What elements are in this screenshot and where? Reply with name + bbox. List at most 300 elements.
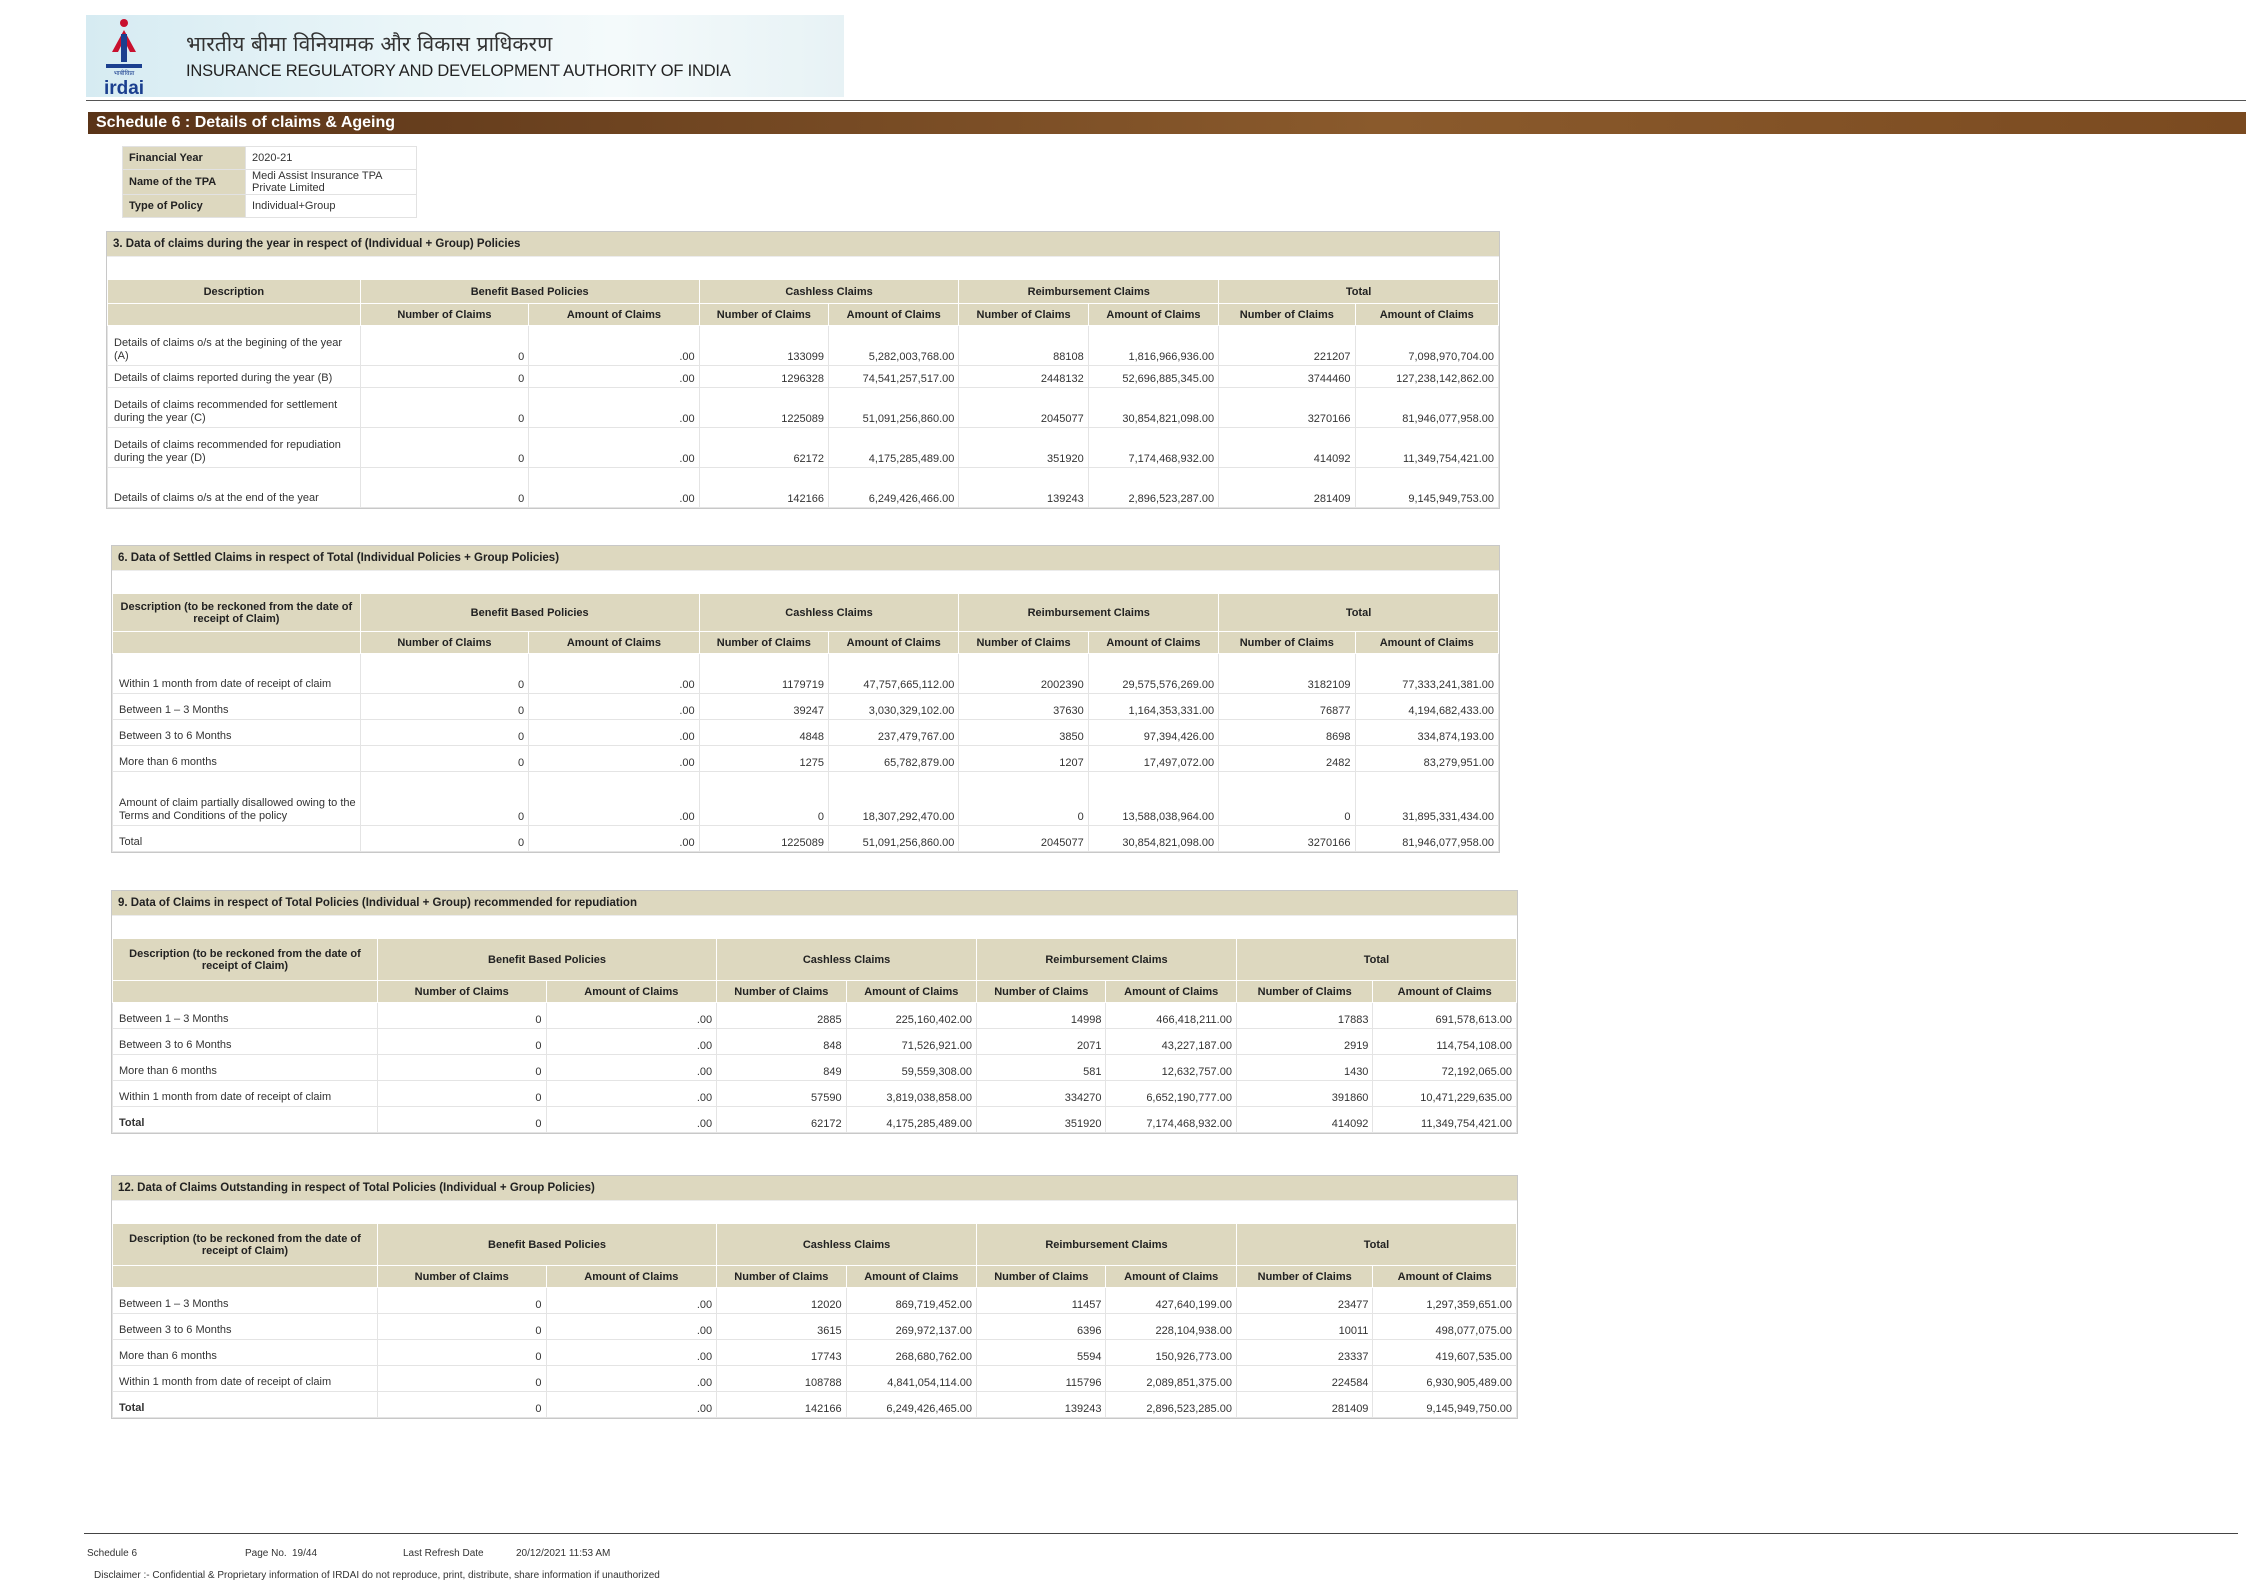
cell-value: 150,926,773.00 — [1106, 1340, 1236, 1366]
cell-value: 1,297,359,651.00 — [1373, 1288, 1517, 1314]
cell-value: 6,930,905,489.00 — [1373, 1366, 1517, 1392]
header-number-of-claims: Number of Claims — [1219, 304, 1355, 326]
cell-value: 1,164,353,331.00 — [1088, 694, 1218, 720]
table-row — [113, 1081, 1517, 1107]
cell-value: 52,696,885,345.00 — [1088, 366, 1218, 388]
header-amount-of-claims: Amount of Claims — [1106, 981, 1236, 1003]
cell-value: 29,575,576,269.00 — [1088, 654, 1218, 694]
table-row — [108, 326, 1499, 366]
cell-value: 6,652,190,777.00 — [1106, 1081, 1236, 1107]
footer-refresh-value: 20/12/2021 11:53 AM — [516, 1548, 611, 1559]
row-description: More than 6 months — [113, 1340, 378, 1366]
cell-value: 334270 — [977, 1081, 1106, 1107]
cell-value: .00 — [546, 1314, 717, 1340]
cell-value: 2,896,523,287.00 — [1088, 468, 1218, 508]
table-row — [113, 1314, 1517, 1340]
header-description: Description (to be reckoned from the date of receipt of Claim) — [113, 594, 361, 632]
table-row — [113, 1003, 1517, 1029]
cell-value: 351920 — [977, 1107, 1106, 1133]
cell-value: 59,559,308.00 — [846, 1055, 976, 1081]
cell-value: 466,418,211.00 — [1106, 1003, 1236, 1029]
header-reimbursement: Reimbursement Claims — [977, 939, 1237, 981]
cell-value: 1179719 — [699, 654, 828, 694]
cell-value: .00 — [546, 1055, 717, 1081]
cell-value: 224584 — [1236, 1366, 1372, 1392]
cell-value: .00 — [529, 772, 699, 826]
row-description: Details of claims reported during the year (B) — [108, 366, 361, 388]
cell-value: 3615 — [717, 1314, 846, 1340]
cell-value: 1430 — [1236, 1055, 1372, 1081]
header-amount-of-claims: Amount of Claims — [846, 981, 976, 1003]
table-body — [113, 654, 1499, 852]
cell-value: 9,145,949,753.00 — [1355, 468, 1498, 508]
header-amount-of-claims: Amount of Claims — [1088, 632, 1218, 654]
table-row — [113, 720, 1499, 746]
header-amount-of-claims: Amount of Claims — [529, 632, 699, 654]
header-number-of-claims: Number of Claims — [959, 632, 1088, 654]
footer-disclaimer: Disclaimer :- Confidential & Proprietary information of IRDAI do not reproduce, print, distribute, share information if unauthorized — [94, 1570, 660, 1581]
cell-value: 71,526,921.00 — [846, 1029, 976, 1055]
logo-wordmark: irdai — [103, 78, 145, 96]
cell-value: 43,227,187.00 — [1106, 1029, 1236, 1055]
table-row — [108, 366, 1499, 388]
cell-value: 0 — [377, 1314, 546, 1340]
section-title: 9. Data of Claims in respect of Total Policies (Individual + Group) recommended for repudiation — [112, 891, 1517, 915]
cell-value: 2071 — [977, 1029, 1106, 1055]
cell-value: 3270166 — [1219, 826, 1355, 852]
cell-value: 3182109 — [1219, 654, 1355, 694]
cell-value: 414092 — [1219, 428, 1355, 468]
cell-value: 127,238,142,862.00 — [1355, 366, 1498, 388]
cell-value: 13,588,038,964.00 — [1088, 772, 1218, 826]
cell-value: .00 — [529, 388, 699, 428]
row-description: Details of claims recommended for repudiation during the year (D) — [108, 428, 361, 468]
cell-value: 9,145,949,750.00 — [1373, 1392, 1517, 1418]
cell-value: 0 — [959, 772, 1088, 826]
header-total: Total — [1219, 594, 1499, 632]
cell-value: 97,394,426.00 — [1088, 720, 1218, 746]
claims-table — [112, 1223, 1517, 1418]
header-amount-of-claims: Amount of Claims — [1373, 1266, 1517, 1288]
cell-value: 0 — [377, 1288, 546, 1314]
table-head — [113, 1224, 1517, 1288]
cell-value: 2045077 — [959, 826, 1088, 852]
cell-value: 23337 — [1236, 1340, 1372, 1366]
info-table — [122, 146, 417, 218]
header-total: Total — [1236, 939, 1516, 981]
cell-value: 72,192,065.00 — [1373, 1055, 1517, 1081]
cell-value: 62172 — [699, 428, 828, 468]
header-number-of-claims: Number of Claims — [360, 632, 528, 654]
irdai-header-banner — [86, 15, 844, 97]
header-amount-of-claims: Amount of Claims — [846, 1266, 976, 1288]
cell-value: 0 — [699, 772, 828, 826]
table-row — [108, 468, 1499, 508]
header-number-of-claims: Number of Claims — [717, 981, 846, 1003]
claims-table — [112, 938, 1517, 1133]
table-head — [113, 939, 1517, 1003]
cell-value: 6396 — [977, 1314, 1106, 1340]
table-row — [108, 428, 1499, 468]
header-description-blank — [113, 632, 361, 654]
row-description: Details of claims recommended for settlement during the year (C) — [108, 388, 361, 428]
header-number-of-claims: Number of Claims — [377, 981, 546, 1003]
cell-value: 57590 — [717, 1081, 846, 1107]
header-amount-of-claims: Amount of Claims — [829, 632, 959, 654]
header-cashless: Cashless Claims — [699, 280, 959, 304]
cell-value: 0 — [360, 654, 528, 694]
cell-value: 0 — [360, 772, 528, 826]
cell-value: 18,307,292,470.00 — [829, 772, 959, 826]
cell-value: .00 — [529, 826, 699, 852]
cell-value: 0 — [360, 326, 528, 366]
cell-value: 88108 — [959, 326, 1088, 366]
header-sub-row — [108, 304, 1499, 326]
cell-value: 6,249,426,465.00 — [846, 1392, 976, 1418]
header-amount-of-claims: Amount of Claims — [546, 981, 717, 1003]
table-row — [113, 772, 1499, 826]
info-body — [123, 147, 417, 218]
header-number-of-claims: Number of Claims — [977, 1266, 1106, 1288]
table-row — [113, 1366, 1517, 1392]
cell-value: 8698 — [1219, 720, 1355, 746]
cell-value: .00 — [546, 1107, 717, 1133]
cell-value: 0 — [377, 1055, 546, 1081]
cell-value: 11457 — [977, 1288, 1106, 1314]
header-amount-of-claims: Amount of Claims — [1355, 632, 1499, 654]
cell-value: 849 — [717, 1055, 846, 1081]
header-reimbursement: Reimbursement Claims — [959, 594, 1219, 632]
cell-value: 7,098,970,704.00 — [1355, 326, 1498, 366]
header-description-blank — [108, 304, 361, 326]
header-reimbursement: Reimbursement Claims — [977, 1224, 1237, 1266]
table-row — [108, 388, 1499, 428]
row-description: Total — [113, 1392, 378, 1418]
cell-value: 1275 — [699, 746, 828, 772]
info-value: 2020-21 — [246, 147, 417, 170]
cell-value: .00 — [529, 428, 699, 468]
cell-value: 51,091,256,860.00 — [829, 826, 959, 852]
cell-value: 139243 — [977, 1392, 1106, 1418]
cell-value: 2885 — [717, 1003, 846, 1029]
header-number-of-claims: Number of Claims — [1236, 981, 1372, 1003]
info-label: Name of the TPA — [123, 170, 246, 195]
footer-refresh-label: Last Refresh Date — [403, 1548, 484, 1559]
row-description: Amount of claim partially disallowed owing to the Terms and Conditions of the policy — [113, 772, 361, 826]
cell-value: 10,471,229,635.00 — [1373, 1081, 1517, 1107]
cell-value: 81,946,077,958.00 — [1355, 388, 1498, 428]
table-body — [113, 1003, 1517, 1133]
cell-value: 1,816,966,936.00 — [1088, 326, 1218, 366]
cell-value: 3850 — [959, 720, 1088, 746]
table-body — [113, 1288, 1517, 1418]
cell-value: 83,279,951.00 — [1355, 746, 1499, 772]
cell-value: 1225089 — [699, 826, 828, 852]
cell-value: 848 — [717, 1029, 846, 1055]
cell-value: 1207 — [959, 746, 1088, 772]
cell-value: 2448132 — [959, 366, 1088, 388]
row-description: Within 1 month from date of receipt of claim — [113, 654, 361, 694]
cell-value: 14998 — [977, 1003, 1106, 1029]
footer-page-label: Page No. — [245, 1548, 287, 1559]
cell-value: 3,030,329,102.00 — [829, 694, 959, 720]
section-outstanding-claims — [111, 1175, 1518, 1419]
cell-value: 225,160,402.00 — [846, 1003, 976, 1029]
header-amount-of-claims: Amount of Claims — [1373, 981, 1517, 1003]
header-group-row — [113, 939, 1517, 981]
section-title: 3. Data of claims during the year in respect of (Individual + Group) Policies — [107, 232, 1499, 256]
header-sub-row — [113, 632, 1499, 654]
cell-value: .00 — [529, 694, 699, 720]
cell-value: 47,757,665,112.00 — [829, 654, 959, 694]
cell-value: 17,497,072.00 — [1088, 746, 1218, 772]
header-description-blank — [113, 1266, 378, 1288]
cell-value: 0 — [360, 746, 528, 772]
cell-value: 108788 — [717, 1366, 846, 1392]
header-reimbursement: Reimbursement Claims — [959, 280, 1219, 304]
cell-value: 0 — [360, 366, 528, 388]
header-group-row — [113, 594, 1499, 632]
cell-value: 17883 — [1236, 1003, 1372, 1029]
header-description: Description — [108, 280, 361, 304]
header-cashless: Cashless Claims — [717, 1224, 977, 1266]
cell-value: 281409 — [1236, 1392, 1372, 1418]
cell-value: 0 — [377, 1107, 546, 1133]
cell-value: 581 — [977, 1055, 1106, 1081]
cell-value: 2045077 — [959, 388, 1088, 428]
cell-value: 4,194,682,433.00 — [1355, 694, 1499, 720]
cell-value: 77,333,241,381.00 — [1355, 654, 1499, 694]
section-spacer — [112, 1200, 1517, 1223]
header-description: Description (to be reckoned from the date of receipt of Claim) — [113, 1224, 378, 1266]
row-description: Between 3 to 6 Months — [113, 1029, 378, 1055]
cell-value: 2482 — [1219, 746, 1355, 772]
cell-value: .00 — [529, 366, 699, 388]
cell-value: 139243 — [959, 468, 1088, 508]
cell-value: 691,578,613.00 — [1373, 1003, 1517, 1029]
header-number-of-claims: Number of Claims — [1219, 632, 1355, 654]
cell-value: 133099 — [699, 326, 828, 366]
claims-table — [107, 279, 1499, 508]
header-group-row — [113, 1224, 1517, 1266]
cell-value: 10011 — [1236, 1314, 1372, 1340]
cell-value: 3744460 — [1219, 366, 1355, 388]
cell-value: 0 — [360, 826, 528, 852]
header-number-of-claims: Number of Claims — [717, 1266, 846, 1288]
section-spacer — [112, 915, 1517, 938]
cell-value: .00 — [546, 1340, 717, 1366]
cell-value: 6,249,426,466.00 — [829, 468, 959, 508]
section-title: 12. Data of Claims Outstanding in respect of Total Policies (Individual + Group Policies) — [112, 1176, 1517, 1200]
table-head — [108, 280, 1499, 326]
cell-value: 30,854,821,098.00 — [1088, 826, 1218, 852]
header-description-blank — [113, 981, 378, 1003]
cell-value: 76877 — [1219, 694, 1355, 720]
header-description: Description (to be reckoned from the date of receipt of Claim) — [113, 939, 378, 981]
section-spacer — [107, 256, 1499, 279]
header-amount-of-claims: Amount of Claims — [529, 304, 699, 326]
cell-value: 114,754,108.00 — [1373, 1029, 1517, 1055]
section-repudiation-claims — [111, 890, 1518, 1134]
table-row — [113, 1107, 1517, 1133]
cell-value: 281409 — [1219, 468, 1355, 508]
header-number-of-claims: Number of Claims — [360, 304, 528, 326]
table-row — [113, 654, 1499, 694]
table-body — [108, 326, 1499, 508]
row-description: Between 1 – 3 Months — [113, 1288, 378, 1314]
header-number-of-claims: Number of Claims — [699, 632, 828, 654]
header-cashless: Cashless Claims — [717, 939, 977, 981]
cell-value: 0 — [360, 428, 528, 468]
cell-value: 2,896,523,285.00 — [1106, 1392, 1236, 1418]
irdai-logo-icon — [100, 18, 148, 96]
table-row — [113, 826, 1499, 852]
logo-subtext: भाबीविप्रा — [113, 70, 135, 77]
header-number-of-claims: Number of Claims — [959, 304, 1088, 326]
cell-value: .00 — [546, 1392, 717, 1418]
cell-value: 4,841,054,114.00 — [846, 1366, 976, 1392]
cell-value: 2,089,851,375.00 — [1106, 1366, 1236, 1392]
info-value: Individual+Group — [246, 195, 417, 218]
cell-value: 37630 — [959, 694, 1088, 720]
header-cashless: Cashless Claims — [699, 594, 959, 632]
cell-value: 12020 — [717, 1288, 846, 1314]
cell-value: 12,632,757.00 — [1106, 1055, 1236, 1081]
table-head — [113, 594, 1499, 654]
header-group-row — [108, 280, 1499, 304]
cell-value: 869,719,452.00 — [846, 1288, 976, 1314]
cell-value: 142166 — [699, 468, 828, 508]
footer-page-value: 19/44 — [292, 1548, 318, 1559]
header-number-of-claims: Number of Claims — [699, 304, 828, 326]
cell-value: 0 — [377, 1340, 546, 1366]
cell-value: 3270166 — [1219, 388, 1355, 428]
cell-value: 65,782,879.00 — [829, 746, 959, 772]
header-benefit-based: Benefit Based Policies — [360, 280, 699, 304]
row-description: Total — [113, 826, 361, 852]
cell-value: 228,104,938.00 — [1106, 1314, 1236, 1340]
header-benefit-based: Benefit Based Policies — [377, 939, 716, 981]
row-description: Between 3 to 6 Months — [113, 720, 361, 746]
cell-value: 0 — [377, 1081, 546, 1107]
cell-value: 5594 — [977, 1340, 1106, 1366]
cell-value: 23477 — [1236, 1288, 1372, 1314]
info-label: Financial Year — [123, 147, 246, 170]
row-description: Between 1 – 3 Months — [113, 694, 361, 720]
header-amount-of-claims: Amount of Claims — [1088, 304, 1218, 326]
section-title: 6. Data of Settled Claims in respect of Total (Individual Policies + Group Policies) — [112, 546, 1499, 570]
info-label: Type of Policy — [123, 195, 246, 218]
header-total: Total — [1236, 1224, 1516, 1266]
cell-value: 0 — [360, 468, 528, 508]
cell-value: 17743 — [717, 1340, 846, 1366]
cell-value: 498,077,075.00 — [1373, 1314, 1517, 1340]
footer-schedule: Schedule 6 — [87, 1548, 138, 1559]
info-row — [123, 170, 417, 195]
info-row — [123, 147, 417, 170]
header-number-of-claims: Number of Claims — [977, 981, 1106, 1003]
cell-value: .00 — [529, 326, 699, 366]
cell-value: 11,349,754,421.00 — [1373, 1107, 1517, 1133]
cell-value: 351920 — [959, 428, 1088, 468]
cell-value: .00 — [546, 1366, 717, 1392]
header-sub-row — [113, 981, 1517, 1003]
cell-value: 1225089 — [699, 388, 828, 428]
cell-value: 4,175,285,489.00 — [846, 1107, 976, 1133]
cell-value: 11,349,754,421.00 — [1355, 428, 1498, 468]
section-settled-claims — [111, 545, 1500, 853]
cell-value: 334,874,193.00 — [1355, 720, 1499, 746]
cell-value: 30,854,821,098.00 — [1088, 388, 1218, 428]
cell-value: 268,680,762.00 — [846, 1340, 976, 1366]
cell-value: 1296328 — [699, 366, 828, 388]
cell-value: 74,541,257,517.00 — [829, 366, 959, 388]
header-amount-of-claims: Amount of Claims — [1106, 1266, 1236, 1288]
cell-value: 0 — [377, 1003, 546, 1029]
table-row — [113, 1055, 1517, 1081]
cell-value: 3,819,038,858.00 — [846, 1081, 976, 1107]
header-rule — [86, 100, 2246, 101]
cell-value: .00 — [546, 1029, 717, 1055]
header-amount-of-claims: Amount of Claims — [546, 1266, 717, 1288]
cell-value: 419,607,535.00 — [1373, 1340, 1517, 1366]
cell-value: 142166 — [717, 1392, 846, 1418]
row-description: More than 6 months — [113, 1055, 378, 1081]
cell-value: .00 — [546, 1003, 717, 1029]
cell-value: 0 — [360, 694, 528, 720]
cell-value: 0 — [360, 720, 528, 746]
cell-value: 62172 — [717, 1107, 846, 1133]
info-row — [123, 195, 417, 218]
cell-value: .00 — [529, 654, 699, 694]
cell-value: .00 — [529, 746, 699, 772]
table-row — [113, 1392, 1517, 1418]
english-title: INSURANCE REGULATORY AND DEVELOPMENT AUTHORITY OF INDIA — [186, 62, 731, 80]
cell-value: .00 — [529, 468, 699, 508]
header-number-of-claims: Number of Claims — [377, 1266, 546, 1288]
info-value: Medi Assist Insurance TPA Private Limited — [246, 170, 417, 195]
table-row — [113, 694, 1499, 720]
cell-value: 2919 — [1236, 1029, 1372, 1055]
cell-value: 7,174,468,932.00 — [1088, 428, 1218, 468]
cell-value: 0 — [360, 388, 528, 428]
hindi-title: भारतीय बीमा विनियामक और विकास प्राधिकरण — [186, 32, 553, 56]
header-amount-of-claims: Amount of Claims — [1355, 304, 1498, 326]
cell-value: .00 — [529, 720, 699, 746]
row-description: Within 1 month from date of receipt of claim — [113, 1366, 378, 1392]
header-benefit-based: Benefit Based Policies — [377, 1224, 716, 1266]
row-description: Within 1 month from date of receipt of claim — [113, 1081, 378, 1107]
cell-value: 7,174,468,932.00 — [1106, 1107, 1236, 1133]
row-description: Between 1 – 3 Months — [113, 1003, 378, 1029]
cell-value: 0 — [377, 1392, 546, 1418]
cell-value: 237,479,767.00 — [829, 720, 959, 746]
cell-value: 0 — [377, 1029, 546, 1055]
cell-value: .00 — [546, 1288, 717, 1314]
cell-value: 269,972,137.00 — [846, 1314, 976, 1340]
header-benefit-based: Benefit Based Policies — [360, 594, 699, 632]
schedule-title: Schedule 6 : Details of claims & Ageing — [88, 112, 2246, 134]
row-description: Total — [113, 1107, 378, 1133]
section-spacer — [112, 570, 1499, 593]
cell-value: 0 — [1219, 772, 1355, 826]
header-sub-row — [113, 1266, 1517, 1288]
cell-value: 4848 — [699, 720, 828, 746]
cell-value: .00 — [546, 1081, 717, 1107]
header-number-of-claims: Number of Claims — [1236, 1266, 1372, 1288]
cell-value: 4,175,285,489.00 — [829, 428, 959, 468]
cell-value: 427,640,199.00 — [1106, 1288, 1236, 1314]
